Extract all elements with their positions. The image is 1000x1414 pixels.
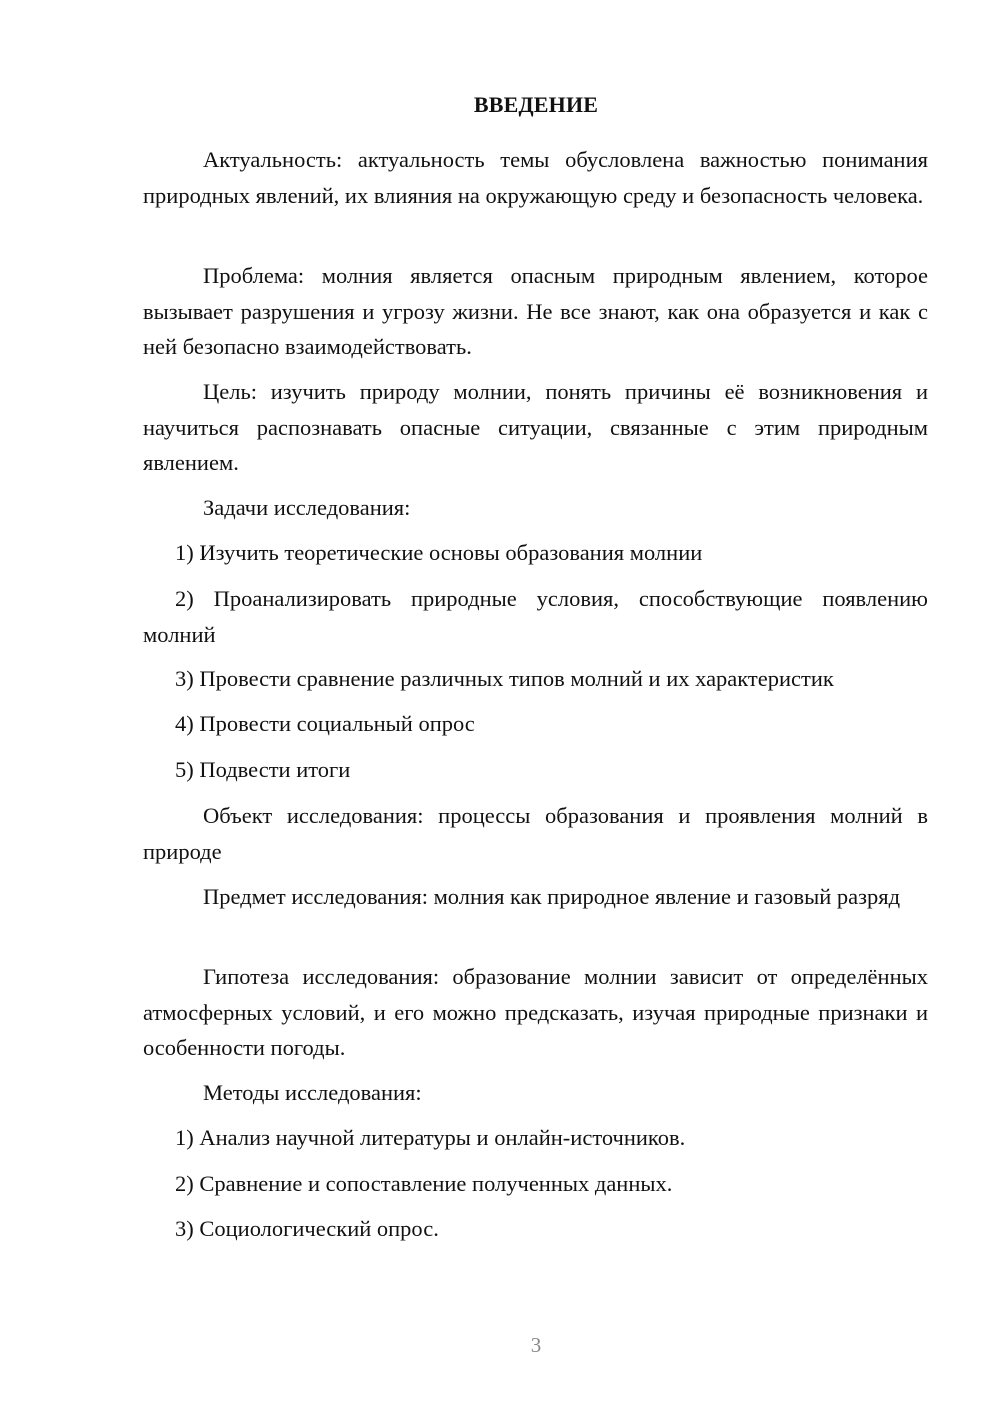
- task-item-2: 2) Проанализировать природные условия, способствующие появлению молний: [143, 586, 928, 647]
- task-item-1: 1) Изучить теоретические основы образования молнии: [175, 540, 703, 565]
- goal-paragraph: Цель: изучить природу молнии, понять причины её возникновения и научиться распознавать опасные ситуации, связанные с этим природным явлением.: [143, 379, 928, 475]
- tasks-title: Задачи исследования:: [203, 495, 411, 520]
- task-item-4: 4) Провести социальный опрос: [175, 711, 475, 736]
- method-item-2: 2) Сравнение и сопоставление полученных данных.: [175, 1171, 673, 1196]
- task-item-5: 5) Подвести итоги: [175, 757, 351, 782]
- methods-title: Методы исследования:: [203, 1080, 422, 1105]
- object-paragraph: Объект исследования: процессы образования и проявления молний в природе: [143, 803, 928, 864]
- page-number: 3: [530, 1333, 542, 1357]
- method-item-3: 3) Социологический опрос.: [175, 1216, 439, 1241]
- hypothesis-paragraph: Гипотеза исследования: образование молнии зависит от определённых атмосферных условий, и его можно предсказать, изучая природные признаки и особенности погоды.: [143, 964, 928, 1060]
- section-heading: ВВЕДЕНИЕ: [473, 92, 599, 117]
- relevance-paragraph: Актуальность: актуальность темы обусловлена важностью понимания природных явлений, их влияния на окружающую среду и безопасность человека.: [143, 147, 928, 208]
- subject-paragraph: Предмет исследования: молния как природное явление и газовый разряд: [203, 884, 901, 909]
- task-item-3: 3) Провести сравнение различных типов молний и их характеристик: [175, 666, 834, 691]
- problem-paragraph: Проблема: молния является опасным природным явлением, которое вызывает разрушения и угрозу жизни. Не все знают, как она образуется и как с ней безопасно взаимодействовать.: [143, 263, 928, 359]
- method-item-1: 1) Анализ научной литературы и онлайн-источников.: [175, 1125, 686, 1150]
